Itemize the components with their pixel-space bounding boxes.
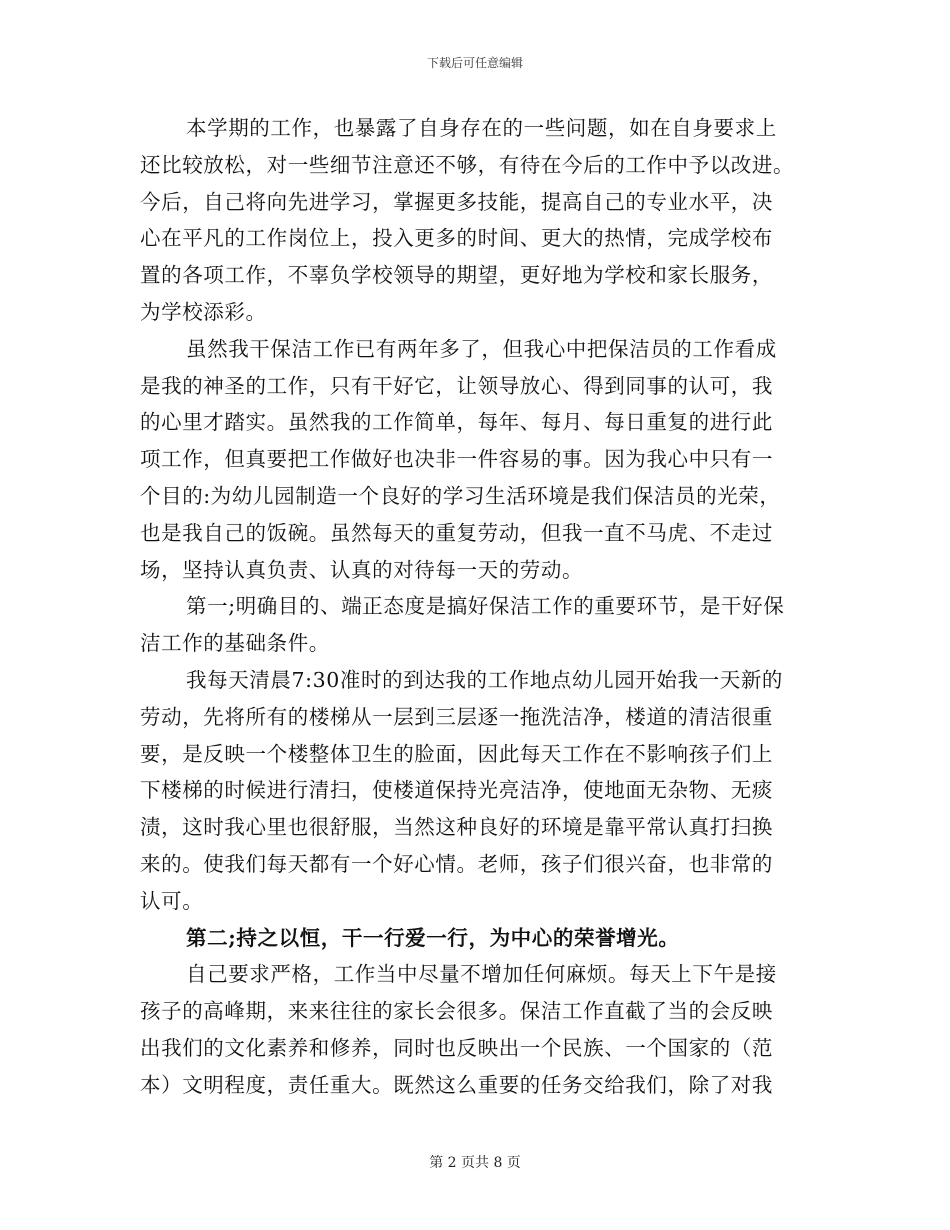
page-footer: 第 2 页共 8 页 — [429, 1155, 521, 1171]
paragraph-line: 本学期的工作，也暴露了自身存在的一些问题，如在自身要求上 — [186, 116, 777, 140]
paragraph-line: 自己要求严格，工作当中尽量不增加任何麻烦。每天上下午是接 — [186, 962, 777, 987]
paragraph-line: 渍，这时我心里也很舒服，当然这种良好的环境是靠平常认真打扫换 — [140, 815, 773, 840]
paragraph-line: 要，是反映一个楼整体卫生的脸面，因此每天工作在不影响孩子们上 — [140, 741, 773, 766]
paragraph-line: 的心里才踏实。虽然我的工作简单，每年、每月、每日重复的进行此 — [140, 410, 773, 435]
paragraph-line: 今后，自己将向先进学习，掌握更多技能，提高自己的专业水平，决 — [140, 189, 773, 214]
paragraph-line: 孩子的高峰期，来来往往的家长会很多。保洁工作直截了当的会反映 — [140, 999, 773, 1024]
paragraph-line: 个目的:为幼儿园制造一个良好的学习生活环境是我们保洁员的光荣， — [140, 483, 781, 508]
paragraph-line: 第一;明确目的、端正态度是搞好保洁工作的重要环节，是干好保 — [186, 594, 785, 619]
paragraph-line: 劳动，先将所有的楼梯从一层到三层逐一拖洗洁净，楼道的清洁很重 — [140, 704, 773, 729]
document-body — [140, 110, 820, 1104]
paragraph-line: 场，坚持认真负责、认真的对待每一天的劳动。 — [140, 557, 584, 582]
paragraph-line: 虽然我干保洁工作已有两年多了，但我心中把保洁员的工作看成 — [186, 336, 777, 361]
paragraph-line: 本）文明程度，责任重大。既然这么重要的任务交给我们，除了对我 — [140, 1072, 773, 1097]
paragraph-line: 认可。 — [140, 888, 204, 913]
section-heading: 第二;持之以恒，干一行爱一行，为中心的荣誉增光。 — [186, 925, 680, 950]
paragraph-line: 项工作，但真要把工作做好也决非一件容易的事。因为我心中只有一 — [140, 447, 773, 472]
paragraph-line: 置的各项工作，不辜负学校领导的期望，更好地为学校和家长服务， — [140, 263, 773, 288]
paragraph-line: 也是我自己的饭碗。虽然每天的重复劳动，但我一直不马虎、不走过 — [140, 520, 773, 545]
paragraph-line: 下楼梯的时候进行清扫，使楼道保持光亮洁净，使地面无杂物、无痰 — [140, 778, 773, 803]
paragraph-line: 来的。使我们每天都有一个好心情。老师，孩子们很兴奋，也非常的 — [140, 851, 773, 876]
paragraph-line: 洁工作的基础条件。 — [140, 631, 330, 656]
paragraph-line: 出我们的文化素养和修养，同时也反映出一个民族、一个国家的（范 — [140, 1035, 773, 1060]
paragraph-line: 为学校添彩。 — [140, 299, 267, 324]
page-header: 下载后可任意编辑 — [426, 56, 523, 70]
paragraph-line: 是我的神圣的工作，只有干好它，让领导放心、得到同事的认可，我 — [140, 373, 773, 398]
paragraph-line: 我每天清晨7:30准时的到达我的工作地点幼儿园开始我一天新的 — [186, 667, 784, 692]
paragraph-line: 心在平凡的工作岗位上，投入更多的时间、更大的热情，完成学校布 — [140, 226, 773, 251]
paragraph-line: 还比较放松，对一些细节注意还不够，有待在今后的工作中予以改进。 — [140, 152, 795, 177]
